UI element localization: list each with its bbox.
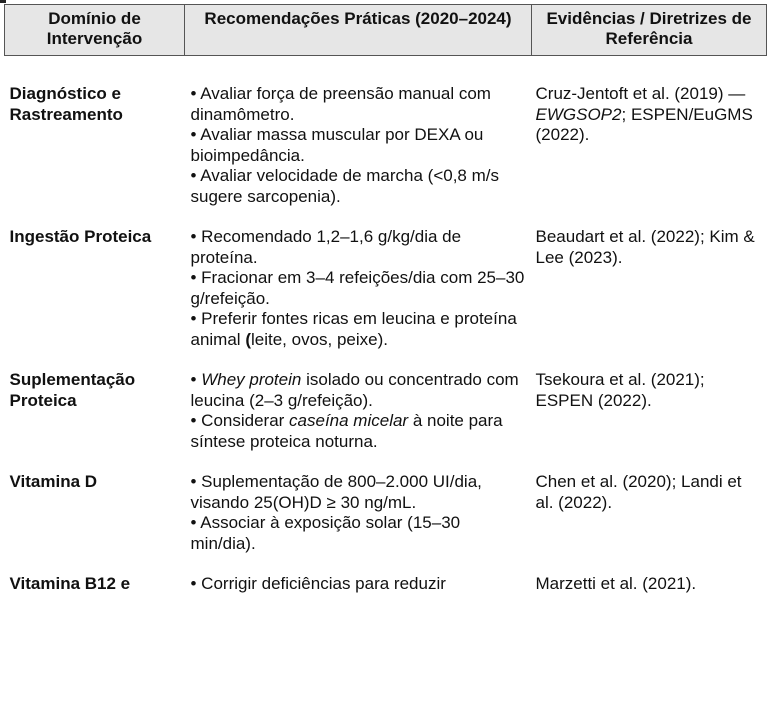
row-domain: Ingestão Proteica [9, 227, 152, 246]
recommendation-item: • Fracionar em 3–4 refeições/dia com 25–30 g/refeição. [190, 268, 525, 308]
table-row [5, 370, 767, 472]
reference-text: ESPEN/EuGMS (2022). [535, 104, 753, 144]
recommendation-item: • Avaliar força de preensão manual com dinamômetro. [190, 84, 491, 124]
header-recommendations: Recomendações Práticas (2020–2024) [185, 5, 532, 56]
recommendation-item [191, 309, 529, 350]
row-domain: Suplementação Proteica [9, 370, 136, 410]
recommendation-bold-paren: ( [245, 329, 251, 349]
row-recommendations [185, 56, 532, 228]
reference-text: Cruz-Jentoft et al. (2019) — [535, 84, 746, 103]
recommendation-item: • Avaliar velocidade de marcha (<0,8 m/s sugere sarcopenia). [190, 166, 499, 206]
row-references: Beaudart et al. (2022); Kim & Lee (2023). [535, 227, 755, 267]
row-domain: Vitamina B12 e [9, 574, 131, 593]
row-references: Chen et al. (2020); Landi et al. (2022). [535, 472, 742, 512]
reference-guideline-name: EWGSOP2 [535, 104, 622, 124]
recommendation-text: à noite para síntese proteica noturna. [190, 411, 503, 451]
recommendation-text: leite, ovos, peixe). [250, 329, 388, 349]
table-row [5, 56, 767, 228]
row-recommendations [185, 370, 532, 472]
row-references [532, 56, 767, 228]
recommendation-text: • Preferir fontes ricas em leucina e proteína animal [190, 309, 517, 349]
row-domain: Vitamina D [9, 472, 98, 491]
table-row [5, 472, 767, 574]
row-domain: Diagnóstico e Rastreamento [9, 84, 123, 124]
page-edge-mark [0, 0, 6, 3]
row-recommendations [185, 227, 532, 370]
recommendation-item: • Associar à exposição solar (15–30 min/dia). [190, 513, 461, 553]
recommendation-item: • Suplementação de 800–2.000 UI/dia, visando 25(OH)D ≥ 30 ng/mL. [190, 472, 482, 512]
row-references: Marzetti et al. (2021). [535, 574, 697, 593]
table-header [5, 5, 767, 56]
table-row [5, 574, 767, 615]
reference-separator: ; [621, 104, 627, 124]
recommendation-italic-term: caseína micelar [289, 411, 409, 430]
table-row [5, 227, 767, 370]
row-references: Tsekoura et al. (2021); ESPEN (2022). [535, 370, 705, 410]
recommendation-item: • Recomendado 1,2–1,6 g/kg/dia de proteína. [190, 227, 462, 267]
row-recommendations [185, 574, 532, 615]
recommendation-item [191, 411, 529, 452]
recommendation-item: • Whey protein isolado ou concentrado com leucina (2–3 g/refeição). [190, 370, 519, 410]
recommendation-italic-term: Whey protein [201, 370, 302, 389]
recommendation-text: • Considerar [190, 411, 290, 430]
header-domain: Domínio de Intervenção [5, 5, 185, 56]
recommendation-text: isolado ou concentrado com leucina (2–3 g/refeição). [190, 370, 519, 410]
header-references: Evidências / Diretrizes de Referência [532, 5, 767, 56]
recommendations-table [4, 4, 767, 615]
recommendation-item: • Avaliar massa muscular por DEXA ou bioimpedância. [190, 125, 484, 165]
recommendation-item: • Corrigir deficiências para reduzir [190, 574, 446, 593]
row-recommendations [185, 472, 532, 574]
